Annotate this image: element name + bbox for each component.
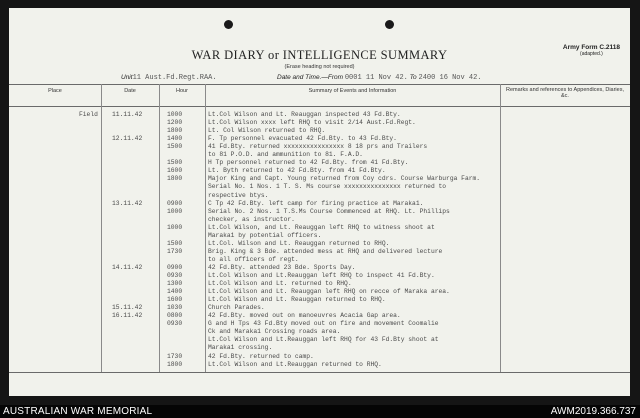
entry-text: 42 Fd.Bty. attended 23 Bde. Sports Day. bbox=[208, 263, 356, 271]
entry-text: Lt.Col Wilson and Lt. Reauggan returned to RHQ. bbox=[208, 296, 386, 304]
entry-hour: 0800 bbox=[167, 312, 183, 320]
date-line bbox=[277, 74, 482, 82]
unit-label: Unit bbox=[121, 74, 133, 81]
entry-hour: 1030 bbox=[167, 304, 183, 312]
entry-hour: 0930 bbox=[167, 320, 183, 328]
entry-text: Lt.Col Wilson and Lt.Reauggan left RHQ for 43 Fd.Bty shoot at bbox=[208, 336, 439, 344]
column-divider bbox=[205, 84, 206, 372]
entry-hour: 1600 bbox=[167, 167, 183, 175]
entry-hour: 0900 bbox=[167, 199, 183, 207]
entry-hour: 0930 bbox=[167, 272, 183, 279]
page-title: WAR DIARY or INTELLIGENCE SUMMARY bbox=[191, 48, 448, 62]
column-divider bbox=[101, 84, 102, 372]
entry-date: 11.11.42 bbox=[112, 111, 143, 118]
column-header-hour: Hour bbox=[176, 88, 188, 94]
entry-text: Lt. Col Wilson returned to RHQ. bbox=[208, 127, 326, 135]
date-to-label: To bbox=[409, 74, 417, 81]
entry-text: C Tp 42 Fd.Bty. left camp for firing practice at Maraka1. bbox=[208, 199, 424, 207]
entry-date: 14.11.42 bbox=[112, 263, 143, 271]
entry-hour: 0900 bbox=[167, 263, 183, 271]
table-bottom-rule bbox=[9, 372, 630, 373]
column-header-date: Date bbox=[124, 88, 136, 94]
entry-hour: 1500 bbox=[167, 159, 183, 167]
entry-hour: 1000 bbox=[167, 223, 183, 231]
entry-date: 15.11.42 bbox=[112, 304, 143, 312]
entry-hour: 1600 bbox=[167, 296, 183, 304]
entry-hour: 1000 bbox=[167, 207, 183, 215]
entry-text: Lt.Col Wilson and Lt.Reauggan left RHQ to inspect 41 Fd.Bty. bbox=[208, 272, 435, 279]
entry-hour: 1800 bbox=[167, 175, 183, 183]
entry-text: Lt.Col Wilson and Lt. Reauggan inspected 43 Fd.Bty. bbox=[208, 111, 401, 118]
unit-line bbox=[121, 74, 217, 82]
entry-text: Major King and Capt. Young returned from Coy cdrs. Course Warburga Farm. bbox=[208, 175, 481, 183]
entry-text: F. Tp personnel evacuated 42 Fd.Bty. to 43 Fd.Bty. bbox=[208, 135, 397, 143]
entry-text: Lt. Byth returned to 42 Fd.Bty. from 41 Fd.Bty. bbox=[208, 167, 386, 175]
entry-text: Maraka1 crossing. bbox=[208, 344, 273, 352]
entry-text: 41 Fd.Bty. returned xxxxxxxxxxxxxxxx 8 18 prs and Trailers bbox=[208, 143, 428, 151]
table-header-rule bbox=[9, 106, 630, 107]
entry-text: to all officers of regt. bbox=[208, 255, 299, 263]
punch-hole bbox=[385, 20, 394, 29]
column-header-summary: Summary of Events and Information bbox=[308, 88, 397, 94]
entry-hour: 1800 bbox=[167, 127, 183, 135]
entry-text: respective btys. bbox=[208, 191, 269, 199]
entry-text: Serial No. 1 Nos. 1 T. S. Ms course xxxxxxxxxxxxxxx returned to bbox=[208, 183, 447, 191]
entry-text: Lt.Col Wilson, and Lt. Reauggan left RHQ to witness shoot at bbox=[208, 223, 435, 231]
entry-text: G and H Tps 43 Fd.Bty moved out on fire and movement Coomalie bbox=[208, 320, 439, 328]
entry-hour: 1400 bbox=[167, 288, 183, 296]
entry-place: Field bbox=[79, 111, 98, 118]
form-reference bbox=[563, 44, 620, 57]
entry-hour: 1400 bbox=[167, 135, 183, 143]
entry-text: Ck and Maraka1 Crossing roads area. bbox=[208, 328, 341, 336]
entry-text: to 81 P.O.D. and ammunition to 81. F.A.D. bbox=[208, 151, 363, 159]
date-label: Date and Time.—From bbox=[277, 74, 344, 81]
erase-note: (Erase heading not required) bbox=[284, 64, 355, 70]
entry-hour: 1000 bbox=[167, 111, 183, 118]
entry-text: Lt.Col Wilson and Lt. Reauggan left RHQ on recce of Maraka area. bbox=[208, 288, 450, 296]
entry-text: Lt.Col Wilson xxxx left RHQ to visit 2/14 Aust.Fd.Regt. bbox=[208, 119, 416, 127]
entry-hour: 1730 bbox=[167, 352, 183, 360]
column-header-place: Place bbox=[48, 88, 62, 94]
date-to: 2400 16 Nov 42. bbox=[418, 74, 482, 82]
entry-text: 42 Fd.Bty. moved out on manoeuvres Acacia Gap area. bbox=[208, 312, 401, 320]
form-name: Army Form C.2118 bbox=[562, 44, 620, 51]
entry-hour: 1730 bbox=[167, 247, 183, 255]
entry-date: 13.11.42 bbox=[112, 199, 143, 207]
column-divider bbox=[500, 84, 501, 372]
entry-hour: 1300 bbox=[167, 280, 183, 288]
entry-hour: 1200 bbox=[167, 119, 183, 127]
entry-text: Church Parades. bbox=[208, 304, 265, 312]
unit-value: 11 Aust.Fd.Regt.RAA. bbox=[132, 74, 217, 82]
entry-text: Maraka1 by potential officers. bbox=[208, 231, 322, 239]
archive-name: AUSTRALIAN WAR MEMORIAL bbox=[3, 406, 153, 417]
entry-text: 42 Fd.Bty. returned to camp. bbox=[208, 352, 314, 360]
entry-hour: 1500 bbox=[167, 239, 183, 247]
entry-date: 12.11.42 bbox=[112, 135, 143, 143]
entry-text: Lt.Col Wilson and Lt.Reauggan returned to RHQ. bbox=[208, 360, 382, 368]
entry-text: checker, as instructor. bbox=[208, 215, 295, 223]
column-header-remarks: Remarks and references to Appendices, Diaries, &c. bbox=[505, 87, 624, 99]
archive-id: AWM2019.366.737 bbox=[550, 406, 636, 417]
table-top-rule bbox=[9, 84, 630, 85]
diary-page bbox=[9, 8, 630, 396]
entry-text: Brig. King & 3 Bde. attended mess at RHQ and delivered lecture bbox=[208, 247, 443, 255]
entry-text: H Tp personnel returned to 42 Fd.Bty. from 41 Fd.Bty. bbox=[208, 159, 409, 167]
entry-hour: 1800 bbox=[167, 360, 183, 368]
entry-text: Serial No. 2 Nos. 1 T.S.Ms Course Commenced at RHQ. Lt. Phillips bbox=[208, 207, 450, 215]
date-from: 0001 11 Nov 42. bbox=[344, 74, 408, 82]
entry-date: 16.11.42 bbox=[112, 312, 143, 320]
entry-hour: 1500 bbox=[167, 143, 183, 151]
column-divider bbox=[159, 84, 160, 372]
punch-hole bbox=[224, 20, 233, 29]
entry-text: Lt.Col. Wilson and Lt. Reauggan returned to RHQ. bbox=[208, 239, 390, 247]
entry-text: Lt.Col Wilson and Lt. returned to RHQ. bbox=[208, 280, 352, 288]
form-adapted: (adapted.) bbox=[580, 51, 603, 57]
